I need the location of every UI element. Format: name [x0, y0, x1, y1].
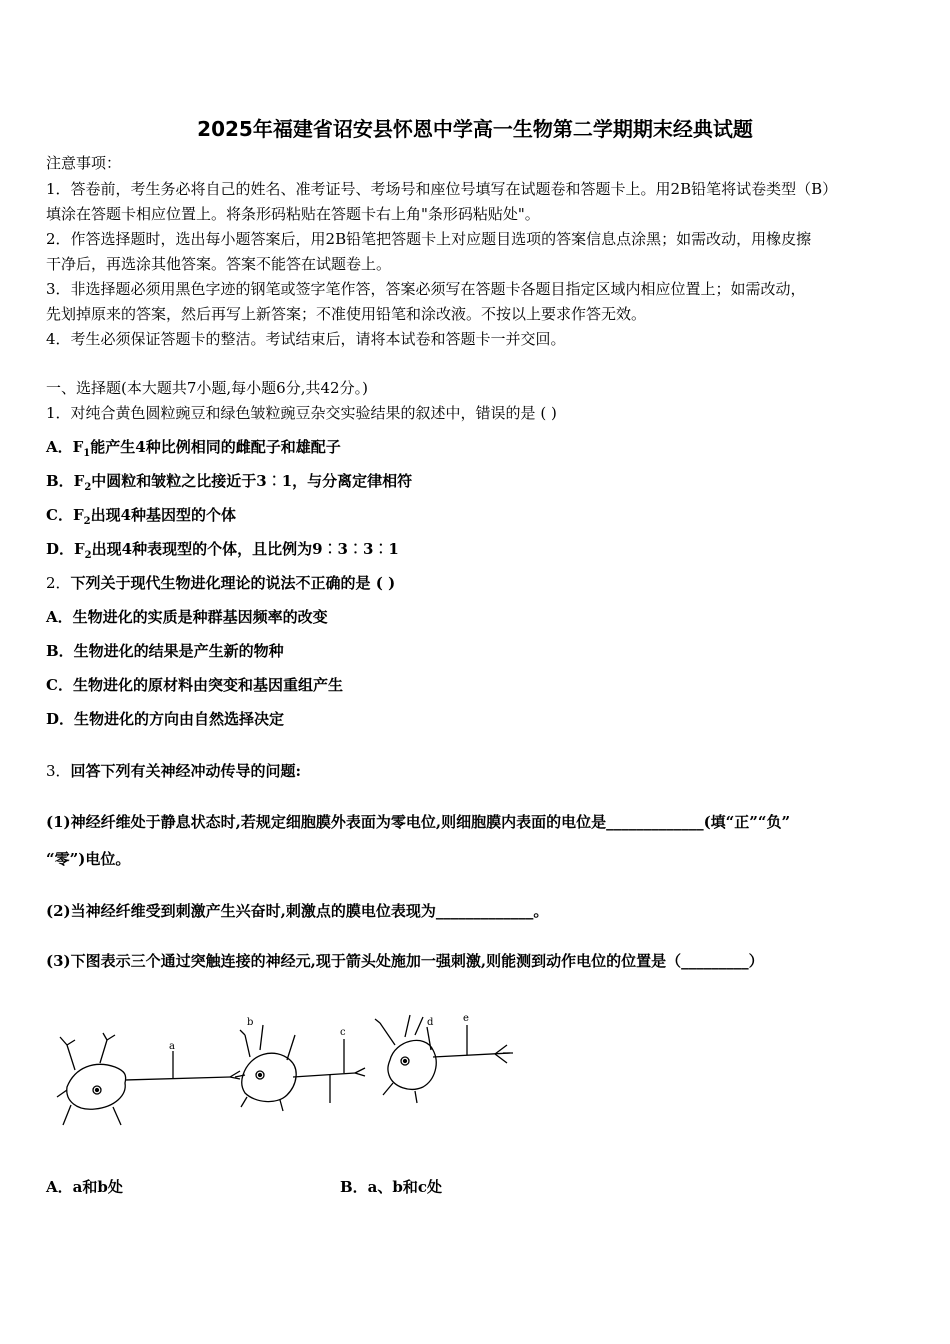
question-3-number: 3．: [46, 762, 71, 780]
opt-b-text: 中圆粒和皱粒之比接近于3︰1，与分离定律相符: [91, 472, 413, 490]
neuron-3: [375, 1015, 513, 1103]
opt-c-subscript: 2: [83, 516, 91, 527]
question-2-option-d: D．生物进化的方向由自然选择决定: [46, 710, 285, 728]
neuron-2: [240, 1025, 365, 1111]
label-e: e: [463, 1013, 469, 1024]
opt-b-subscript: 2: [84, 482, 92, 493]
opt-c-text: 出现4种基因型的个体: [90, 506, 237, 524]
section-heading: 一、选择题(本大题共7小题,每小题6分,共42分。): [46, 379, 368, 397]
question-2-number: 2．: [46, 574, 71, 592]
question-3-part-1b: “零”)电位。: [46, 850, 131, 868]
question-2-option-a: A．生物进化的实质是种群基因频率的改变: [46, 608, 328, 626]
opt-b-prefix: B．F: [46, 472, 85, 490]
question-2-option-c: C．生物进化的原材料由突变和基因重组产生: [46, 676, 343, 694]
opt-a-prefix: A．F: [46, 438, 84, 456]
notice-line-3b: 先划掉原来的答案，然后再写上新答案；不准使用铅笔和涂改液。不按以上要求作答无效。: [46, 305, 647, 323]
question-2-option-b: B．生物进化的结果是产生新的物种: [46, 642, 284, 660]
notice-line-3a: 3．非选择题必须用黑色字迹的钢笔或签字笔作答，答案必须写在答题卡各题目指定区域内相应位置上；如需改动，: [46, 280, 806, 298]
question-3-stem: [46, 760, 906, 781]
neuron-1: [57, 1033, 245, 1125]
notice-line-4: 4．考生必须保证答题卡的整洁。考试结束后，请将本试卷和答题卡一并交回。: [46, 330, 566, 348]
question-2-stem: [46, 572, 906, 593]
question-3-part-3: (3)下图表示三个通过突触连接的神经元,现于箭头处施加一强刺激,则能测到动作电位的位置是（_________）: [46, 952, 764, 970]
question-2-text: 下列关于现代生物进化理论的说法不正确的是 ( ): [70, 574, 396, 592]
question-1-text: 对纯合黄色圆粒豌豆和绿色皱粒豌豆杂交实验结果的叙述中，错误的是 ( ): [70, 404, 557, 422]
label-a: a: [169, 1041, 175, 1052]
question-3-option-a: A．a和b处: [46, 1178, 123, 1196]
notice-line-1a: 1．答卷前，考生务必将自己的姓名、准考证号、考场号和座位号填写在试题卷和答题卡上。用2B铅笔将试卷类型（B）: [46, 180, 838, 198]
question-3-part-2: (2)当神经纤维受到刺激产生兴奋时,刺激点的膜电位表现为_____________。: [46, 902, 549, 920]
opt-d-subscript: 2: [84, 550, 92, 561]
opt-c-prefix: C．F: [46, 506, 84, 524]
neuron-diagram: [55, 1005, 525, 1145]
opt-a-subscript: 1: [83, 448, 91, 459]
question-1-option-a: [46, 436, 906, 459]
label-d: d: [427, 1017, 434, 1028]
question-1-option-b: [46, 470, 906, 493]
opt-d-prefix: D．F: [46, 540, 85, 558]
question-1-number: 1．: [46, 404, 71, 422]
notice-line-2a: 2．作答选择题时，选出每小题答案后，用2B铅笔把答题卡上对应题目选项的答案信息点涂黑；如需改动，用橡皮擦: [46, 230, 812, 248]
label-b: b: [247, 1017, 254, 1028]
question-1-option-c: [46, 504, 906, 527]
notice-heading: 注意事项：: [46, 154, 122, 172]
notice-line-1b: 填涂在答题卡相应位置上。将条形码粘贴在答题卡右上角"条形码粘贴处"。: [46, 205, 540, 223]
question-3-part-1a: (1)神经纤维处于静息状态时,若规定细胞膜外表面为零电位,则细胞膜内表面的电位是_____________(填“正”“负”: [46, 813, 791, 831]
label-c: c: [340, 1027, 346, 1038]
question-1-stem: [46, 402, 906, 423]
question-3-text: 回答下列有关神经冲动传导的问题:: [70, 762, 302, 780]
marker-d: [427, 1027, 431, 1050]
notice-line-2b: 干净后，再选涂其他答案。答案不能答在试题卷上。: [46, 255, 392, 273]
question-1-option-d: [46, 538, 906, 561]
opt-d-text: 出现4种表现型的个体，且比例为9︰3︰3︰1: [91, 540, 399, 558]
exam-title: 2025年福建省诏安县怀恩中学高一生物第二学期期末经典试题: [197, 117, 753, 141]
opt-a-text: 能产生4种比例相同的雌配子和雄配子: [90, 438, 341, 456]
question-3-option-b: B．a、b和c处: [340, 1178, 443, 1196]
